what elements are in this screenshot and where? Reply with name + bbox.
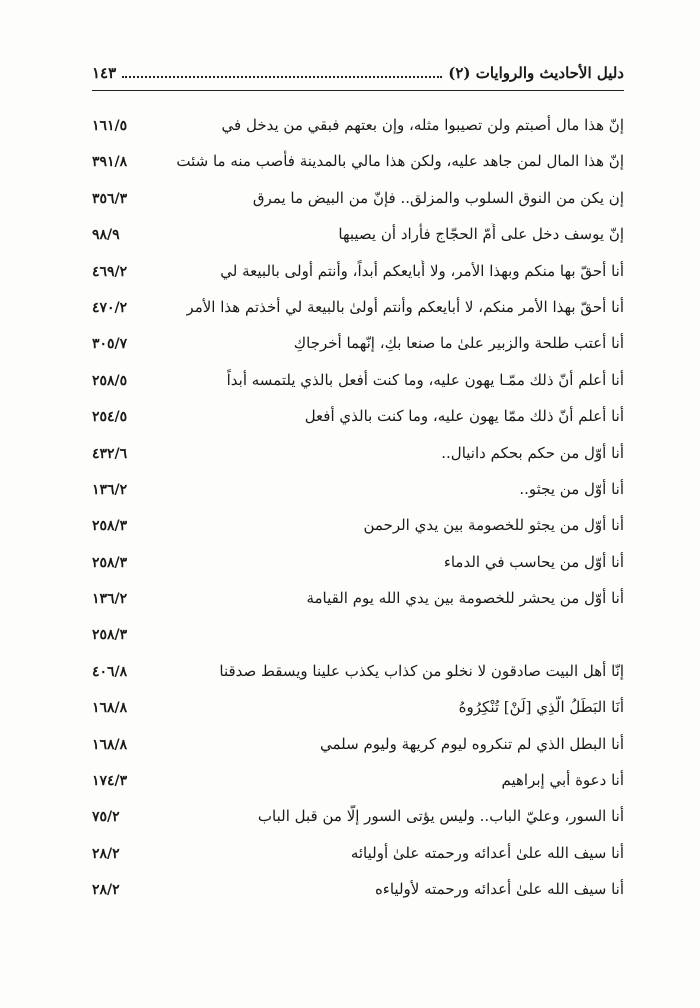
index-entry <box>92 403 624 439</box>
header-dot-leader <box>122 68 442 78</box>
index-entry <box>92 330 624 366</box>
entry-reference: ١٧٤/٣ <box>92 773 128 790</box>
entry-reference: ٧٥/٢ <box>92 809 120 826</box>
index-entry <box>92 840 624 876</box>
entry-reference: ١٣٦/٢ <box>92 591 128 608</box>
entry-reference: ٤٠٦/٨ <box>92 663 128 680</box>
entry-text: أنا أوّل من يحاسب في الدماء <box>443 552 624 571</box>
entry-reference: ١٦٨/٨ <box>92 736 128 753</box>
entry-text: إن يكن من النوق السلوب والمزلق.. فإنّ من البيض ما يمرق <box>252 188 624 207</box>
entry-reference: ٢٥٨/٥ <box>92 372 128 389</box>
entry-text: إنّ هذا المال لمن جاهد عليه، ولكن هذا مالي بالمدينة فأصب منه ما شئت <box>176 152 624 171</box>
header-rule <box>92 90 624 91</box>
index-entry <box>92 658 624 694</box>
entry-text: أنا أحقّ بها منكم وبهذا الأمر، ولا أُبايعكم أبداً، وأنتم أولى بالبيعة لي <box>220 261 624 280</box>
entry-text: أنا السور، وعليّ الباب.. وليس يؤتى السور إلّا من قبل الباب <box>257 807 624 826</box>
entry-text: أنا أوّل من حكم بحكم دانيال.. <box>441 443 624 462</box>
entry-text: أنا أعلم أنّ ذلك ممّـا يهون عليه، وما كنت أفعل بالذي يلتمسه أبداً <box>226 370 624 389</box>
entry-text: أنا أوّل من يجثو للخصومة بين يدي الرحمن <box>363 516 624 535</box>
index-entry <box>92 767 624 803</box>
entry-text: إنّا أهل البيت صادقون لا نخلو من كذاب يكذب علينا ويسقط صدقنا <box>219 661 624 680</box>
index-entry <box>92 876 624 912</box>
running-header <box>92 60 624 86</box>
index-entry <box>92 731 624 767</box>
index-entry <box>92 512 624 548</box>
index-entry <box>92 367 624 403</box>
entry-text: أنا أحقّ بهذا الأمر منكم، لا أبايعكم وأنتم أولىٰ بالبيعة لي أخذتم هذا الأمر <box>186 297 624 316</box>
index-entry-list <box>92 112 624 913</box>
index-entry <box>92 112 624 148</box>
page-number: ١٤٣ <box>92 64 117 82</box>
entry-reference: ٤٦٩/٢ <box>92 263 128 280</box>
entry-text: إنّ هذا مال أصبتم ولن تصيبوا مثله، وإن بعتهم فبقي من يدخل في <box>221 116 624 134</box>
entry-reference: ٢٨/٢ <box>92 845 120 862</box>
index-entry <box>92 694 624 730</box>
index-entry <box>92 585 624 621</box>
entry-text: أنا سيف الله علىٰ أعدائه ورحمته لأولياءه <box>374 880 624 899</box>
entry-text: أنا البطل الذي لم تنكروه ليوم كريهة وليوم سلمي <box>319 734 624 753</box>
index-entry <box>92 476 624 512</box>
index-entry <box>92 185 624 221</box>
entry-reference: ١٦٨/٨ <box>92 700 128 717</box>
entry-reference: ٣٩١/٨ <box>92 154 128 171</box>
entry-text: أنا دعوة أبي إبراهيم <box>501 771 624 790</box>
entry-reference: ٣٠٥/٧ <box>92 336 128 353</box>
entry-reference: ١٦١/٥ <box>92 118 128 134</box>
header-title: دليل الأحاديث والروايات (٢) <box>448 64 624 82</box>
entry-text: أنا أوّل من يحشر للخصومة بين يدي الله يوم القيامة <box>306 589 624 608</box>
entry-reference: ٢٥٨/٣ <box>92 554 128 571</box>
index-entry <box>92 294 624 330</box>
index-entry <box>92 549 624 585</box>
entry-reference: ٢٥٨/٣ <box>92 518 128 535</box>
entry-reference: ١٣٦/٢ <box>92 481 128 498</box>
entry-text: أنا أعتب طلحة والزبير علىٰ ما صنعا بكِ، إنّهما أخرجاكِ <box>293 334 624 353</box>
entry-reference: ٣٥٦/٣ <box>92 190 128 207</box>
entry-text: أنَا البَطَلُ الَّذِي [لَنْ] تُنْكِرُوهُ <box>458 698 624 717</box>
entry-reference: ٢٥٨/٣ <box>92 627 128 644</box>
index-entry <box>92 803 624 839</box>
entry-text: أنا أوّل من يجثو.. <box>519 479 624 498</box>
index-entry <box>92 440 624 476</box>
entry-reference: ٤٧٠/٢ <box>92 299 128 316</box>
index-entry <box>92 221 624 257</box>
entry-text: أنا أعلم أنّ ذلك ممّا يهون عليه، وما كنت بالذي أفعل <box>304 407 624 426</box>
entry-text: إنّ يوسف دخل على أُمّ الحجّاج فأراد أن يصيبها <box>338 225 624 244</box>
index-entry <box>92 148 624 184</box>
entry-text: أنا سيف الله علىٰ أعدائه ورحمته علىٰ أوليائه <box>350 843 624 862</box>
index-entry <box>92 621 624 657</box>
entry-reference: ٩٨/٩ <box>92 227 120 244</box>
entry-reference: ٤٣٢/٦ <box>92 445 128 462</box>
entry-reference: ٢٥٤/٥ <box>92 409 128 426</box>
entry-reference: ٢٨/٢ <box>92 882 120 899</box>
index-entry <box>92 258 624 294</box>
